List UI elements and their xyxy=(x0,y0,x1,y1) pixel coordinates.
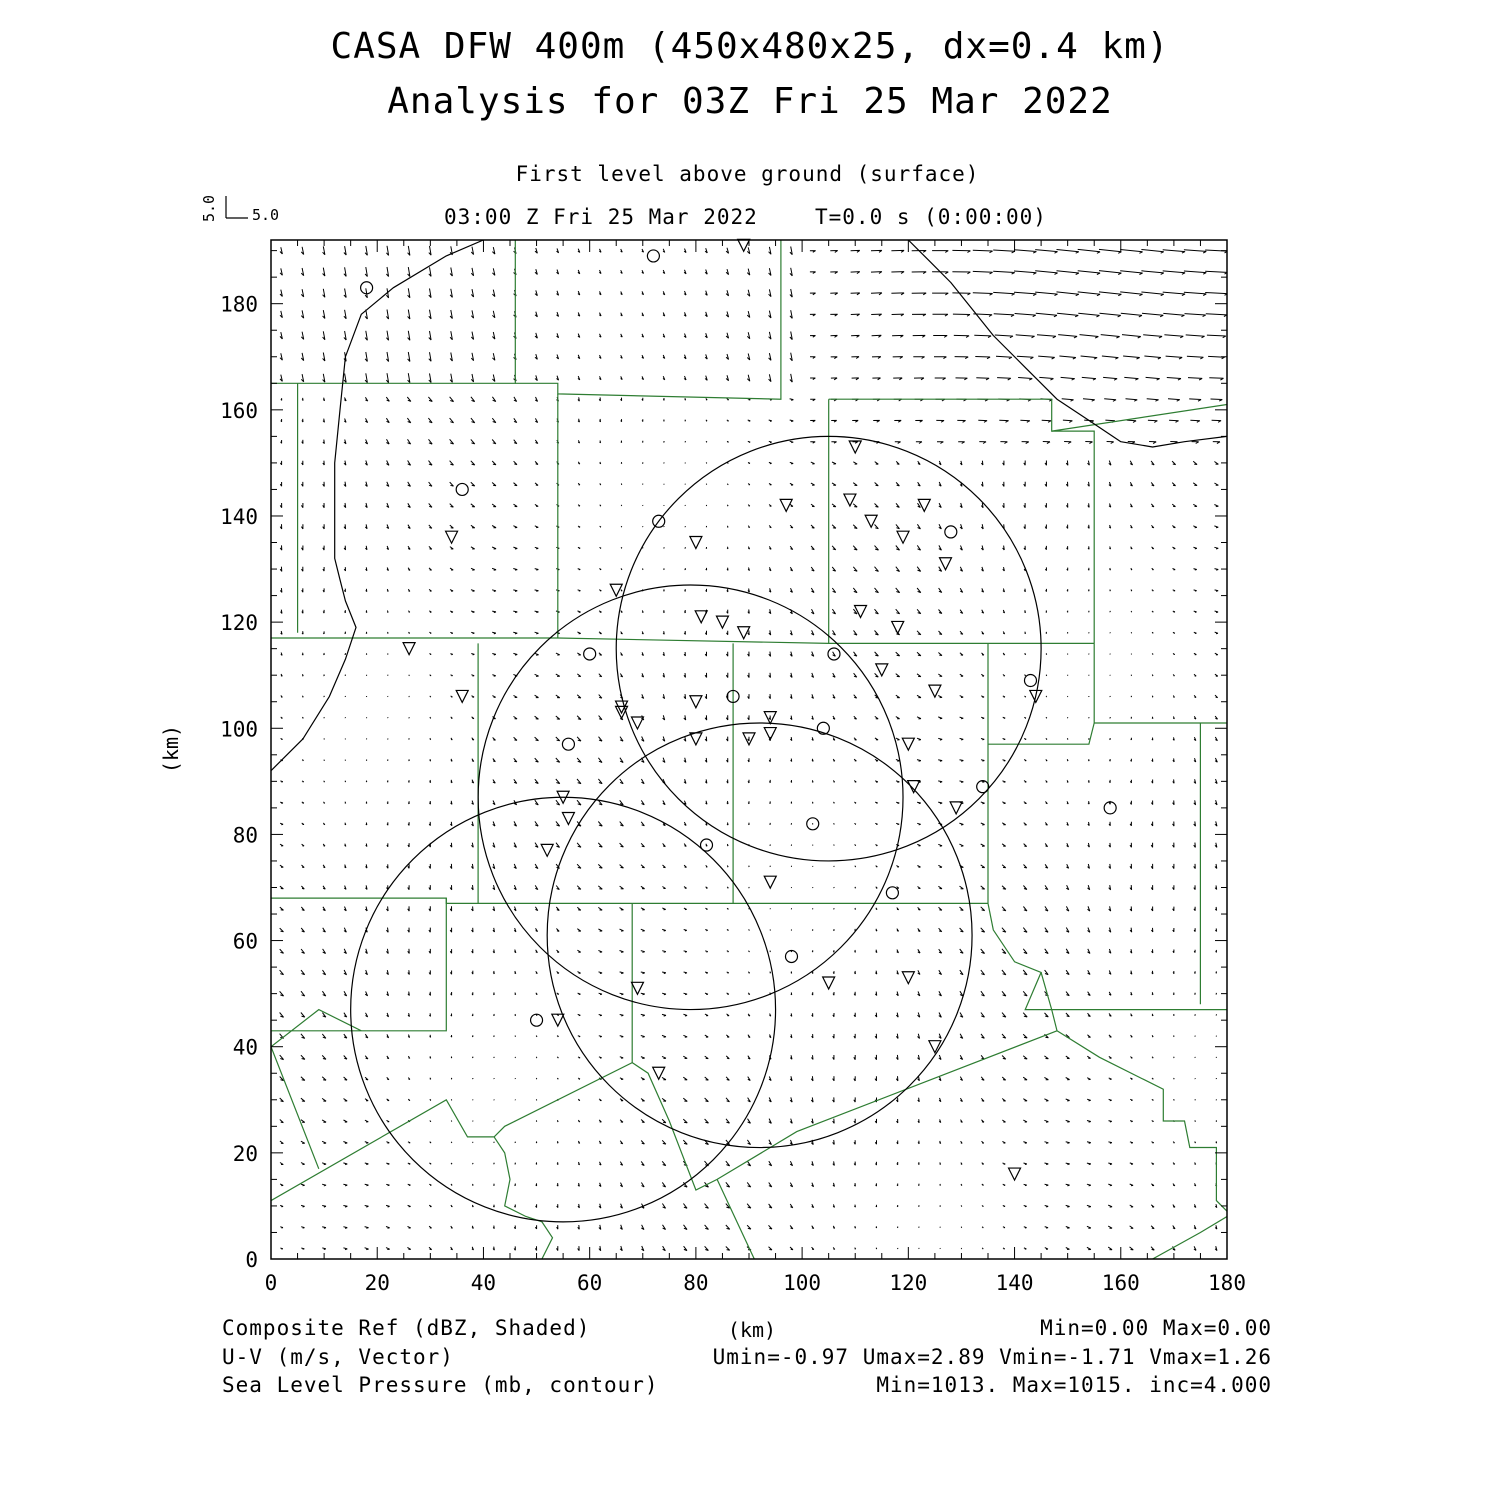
y-tick-labels xyxy=(220,293,258,1272)
station-triangle-marker xyxy=(780,499,792,511)
y-tick-label: 40 xyxy=(232,1035,258,1060)
station-triangle-marker xyxy=(695,611,707,623)
y-tick-label: 100 xyxy=(220,717,258,742)
station-circle-marker xyxy=(584,648,596,660)
station-circle-marker xyxy=(531,1014,543,1026)
x-tick-label: 60 xyxy=(577,1271,603,1295)
county-boundary-line xyxy=(717,1179,754,1259)
county-boundary-line xyxy=(271,903,632,1200)
station-triangle-marker xyxy=(940,558,952,570)
station-triangle-marker xyxy=(690,696,702,708)
station-triangle-marker xyxy=(631,982,643,994)
county-boundary-line xyxy=(988,903,1227,1009)
station-triangle-marker xyxy=(456,690,468,702)
station-triangle-marker xyxy=(403,643,415,655)
station-triangle-marker xyxy=(1009,1168,1021,1180)
range-ring xyxy=(547,723,972,1148)
y-tick-label: 120 xyxy=(220,611,258,636)
field2-stats: Umin=-0.97 Umax=2.89 Vmin=-1.71 Vmax=1.26 xyxy=(712,1345,1272,1369)
station-circle-marker xyxy=(456,483,468,495)
x-tick-label: 100 xyxy=(783,1271,822,1295)
county-boundaries xyxy=(271,240,1227,1259)
county-boundary-line xyxy=(515,240,781,399)
x-tick-label: 80 xyxy=(683,1271,709,1295)
level-label: First level above ground (surface) xyxy=(515,162,980,186)
county-boundary-line xyxy=(988,723,1094,744)
station-triangle-marker xyxy=(610,584,622,596)
county-boundary-line xyxy=(271,1047,319,1169)
station-triangle-marker xyxy=(738,239,750,251)
x-axis-label: (km) xyxy=(727,1318,777,1342)
station-triangle-marker xyxy=(892,621,904,633)
station-circle-marker xyxy=(886,887,898,899)
station-triangle-marker xyxy=(446,531,458,543)
station-triangle-marker xyxy=(918,499,930,511)
x-tick-label: 120 xyxy=(889,1271,928,1295)
field1-stats: Min=0.00 Max=0.00 xyxy=(1040,1316,1272,1340)
station-triangle-marker xyxy=(823,977,835,989)
county-boundary-line xyxy=(632,1031,1057,1190)
station-circle-marker xyxy=(1024,675,1036,687)
y-tick-label: 60 xyxy=(232,929,258,954)
field3-label: Sea Level Pressure (mb, contour) xyxy=(222,1373,659,1397)
station-circle-marker xyxy=(785,950,797,962)
station-circle-marker xyxy=(562,738,574,750)
station-triangle-marker xyxy=(908,781,920,793)
station-circle-marker xyxy=(647,250,659,262)
x-tick-label: 40 xyxy=(470,1271,497,1295)
station-triangle-marker xyxy=(690,537,702,549)
x-tick-label: 20 xyxy=(364,1271,390,1295)
valid-time-label: 03:00 Z Fri 25 Mar 2022 xyxy=(444,205,758,229)
field2-label: U-V (m/s, Vector) xyxy=(222,1345,454,1369)
radar-range-rings xyxy=(351,436,1041,1221)
county-boundary-line xyxy=(1153,1217,1227,1260)
axis-ticks xyxy=(271,240,1227,1259)
x-tick-labels xyxy=(265,1271,1246,1295)
title-line-1: CASA DFW 400m (450x480x25, dx=0.4 km) xyxy=(330,26,1170,67)
county-boundary-line xyxy=(271,638,1094,643)
station-triangle-marker xyxy=(876,664,888,676)
wind-vectors xyxy=(280,246,1228,1251)
pressure-contour xyxy=(908,240,1227,447)
x-tick-label: 140 xyxy=(995,1271,1034,1295)
x-tick-label: 180 xyxy=(1208,1271,1246,1295)
wind-vector-field xyxy=(280,246,1228,1251)
field1-label: Composite Ref (dBZ, Shaded) xyxy=(222,1316,591,1340)
y-tick-label: 160 xyxy=(220,398,258,423)
y-tick-label: 0 xyxy=(245,1248,258,1272)
station-triangle-marker xyxy=(855,606,867,618)
station-triangle-marker xyxy=(950,802,962,814)
y-tick-label: 80 xyxy=(232,823,258,848)
range-ring xyxy=(351,797,776,1222)
vector-key-v-label: 5.0 xyxy=(200,194,218,222)
x-tick-label: 0 xyxy=(264,1271,278,1295)
plot-frame xyxy=(271,240,1227,1259)
station-triangle-marker xyxy=(929,685,941,697)
y-axis-label: (km) xyxy=(159,724,183,774)
station-triangle-marker xyxy=(897,531,909,543)
vector-key-u-label: 5.0 xyxy=(252,206,280,224)
field3-stats: Min=1013. Max=1015. inc=4.000 xyxy=(876,1373,1272,1397)
station-circle-marker xyxy=(945,526,957,538)
station-triangle-marker xyxy=(902,738,914,750)
county-boundary-line xyxy=(494,1137,552,1259)
y-tick-label: 20 xyxy=(232,1141,258,1166)
station-triangle-marker xyxy=(764,876,776,888)
county-boundary-line xyxy=(271,898,446,1047)
x-tick-label: 160 xyxy=(1101,1271,1140,1295)
y-tick-label: 180 xyxy=(220,292,258,317)
county-boundary-line xyxy=(271,240,515,383)
station-triangle-marker xyxy=(902,972,914,984)
station-triangle-marker xyxy=(738,627,750,639)
range-ring xyxy=(478,585,903,1010)
county-boundary-line xyxy=(1094,643,1227,723)
county-boundary-line xyxy=(1041,972,1227,1211)
station-triangle-marker xyxy=(716,616,728,628)
title-line-2: Analysis for 03Z Fri 25 Mar 2022 xyxy=(387,81,1113,122)
county-boundary-line xyxy=(1052,405,1227,432)
station-triangle-marker xyxy=(552,1014,564,1026)
vector-key xyxy=(200,195,279,224)
station-triangle-marker xyxy=(541,844,553,856)
elapsed-time-label: T=0.0 s (0:00:00) xyxy=(815,205,1047,229)
observation-stations xyxy=(361,239,1117,1180)
county-boundary-line xyxy=(271,898,988,903)
y-tick-label: 140 xyxy=(220,504,258,529)
station-triangle-marker xyxy=(929,1041,941,1053)
station-triangle-marker xyxy=(562,812,574,824)
